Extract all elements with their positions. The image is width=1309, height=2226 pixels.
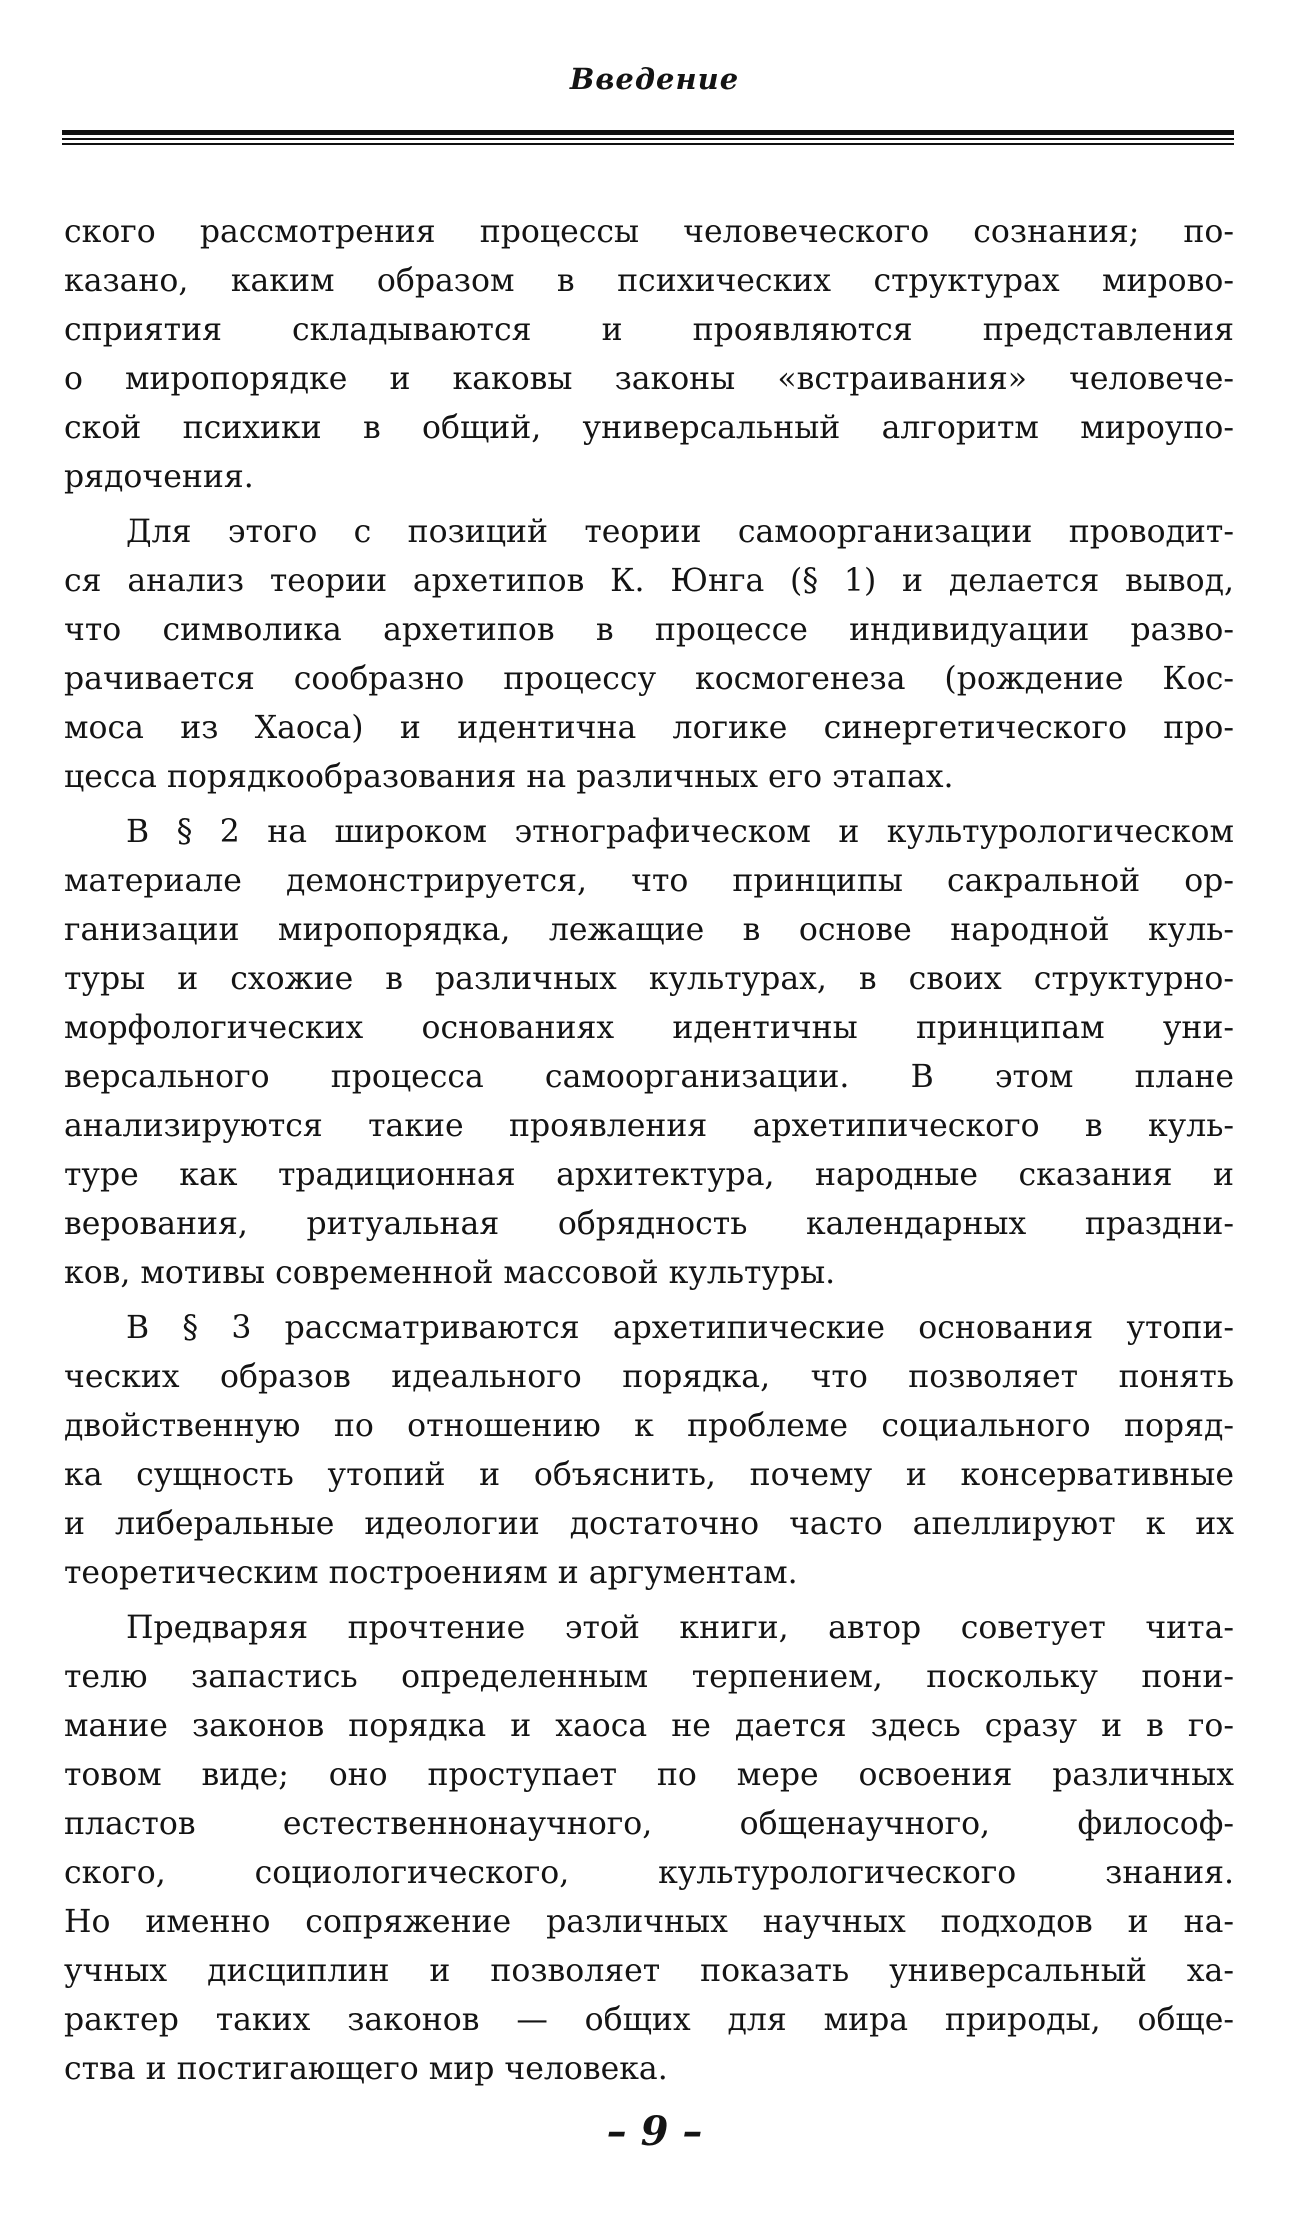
running-title: Введение — [569, 62, 740, 96]
text-line: ся анализ теории архетипов К. Юнга (§ 1) и делается вывод, — [64, 563, 1234, 599]
text-line: казано, каким образом в психических структурах мирово- — [64, 263, 1234, 299]
header-rule-thin — [62, 138, 1234, 140]
text-line: ского, социологического, культурологического знания. — [64, 1855, 1234, 1891]
text-line: пластов естественнонаучного, общенаучного, философ- — [64, 1806, 1234, 1842]
text-line: анализируются такие проявления архетипического в куль- — [64, 1108, 1234, 1144]
text-line: ской психики в общий, универсальный алгоритм мироупо- — [64, 410, 1234, 446]
text-line: товом виде; оно проступает по мере освоения различных — [64, 1757, 1234, 1793]
text-line: теоретическим построениям и аргументам. — [64, 1555, 798, 1591]
text-line: материале демонстрируется, что принципы сакральной ор- — [64, 863, 1234, 899]
header-rule-thin-lower — [62, 143, 1234, 145]
text-line: и либеральные идеологии достаточно часто апеллируют к их — [64, 1506, 1234, 1542]
paragraph — [64, 1604, 1234, 2094]
text-line: Для этого с позиций теории самоорганизации проводит- — [126, 514, 1234, 550]
text-line: рядочения. — [64, 459, 254, 495]
paragraph — [64, 808, 1234, 1298]
text-line: двойственную по отношению к проблеме социального поряд- — [64, 1408, 1234, 1444]
header-rule-thick — [62, 130, 1234, 135]
text-line: о миропорядке и каковы законы «встраивания» человече- — [64, 361, 1234, 397]
paragraph — [64, 1304, 1234, 1598]
paragraph — [64, 508, 1234, 802]
text-line: ского рассмотрения процессы человеческого сознания; по- — [64, 214, 1234, 250]
text-line: учных дисциплин и позволяет показать универсальный ха- — [64, 1953, 1234, 1989]
text-line: версального процесса самоорганизации. В этом плане — [64, 1059, 1234, 1095]
text-line: цесса порядкообразования на различных его этапах. — [64, 759, 954, 795]
text-line: В § 3 рассматриваются архетипические основания утопи- — [126, 1310, 1234, 1346]
text-line: рачивается сообразно процессу космогенеза (рождение Кос- — [64, 661, 1234, 697]
text-line: ков, мотивы современной массовой культуры. — [64, 1255, 836, 1291]
text-line: туры и схожие в различных культурах, в своих структурно- — [64, 961, 1234, 997]
text-line: телю запастись определенным терпением, поскольку пони- — [64, 1659, 1234, 1695]
text-line: сприятия складываются и проявляются представления — [64, 312, 1234, 348]
text-line: ка сущность утопий и объяснить, почему и консервативные — [64, 1457, 1234, 1493]
text-line: что символика архетипов в процессе индивидуации разво- — [64, 612, 1234, 648]
text-line: Но именно сопряжение различных научных подходов и на- — [64, 1904, 1234, 1940]
text-line: мание законов порядка и хаоса не дается здесь сразу и в го- — [64, 1708, 1234, 1744]
paragraph — [64, 208, 1234, 502]
page-number: – 9 – — [606, 2108, 703, 2155]
body-text — [64, 208, 1234, 2100]
text-line: морфологических основаниях идентичны принципам уни- — [64, 1010, 1234, 1046]
text-line: моса из Хаоса) и идентична логике синергетического про- — [64, 710, 1234, 746]
text-line: В § 2 на широком этнографическом и культурологическом — [126, 814, 1234, 850]
text-line: ства и постигающего мир человека. — [64, 2051, 668, 2087]
text-line: рактер таких законов — общих для мира природы, обще- — [64, 2002, 1234, 2038]
text-line: ганизации миропорядка, лежащие в основе народной куль- — [64, 912, 1234, 948]
text-line: туре как традиционная архитектура, народные сказания и — [64, 1157, 1234, 1193]
text-line: Предваряя прочтение этой книги, автор советует чита- — [126, 1610, 1234, 1646]
text-line: ческих образов идеального порядка, что позволяет понять — [64, 1359, 1234, 1395]
text-line: верования, ритуальная обрядность календарных праздни- — [64, 1206, 1234, 1242]
